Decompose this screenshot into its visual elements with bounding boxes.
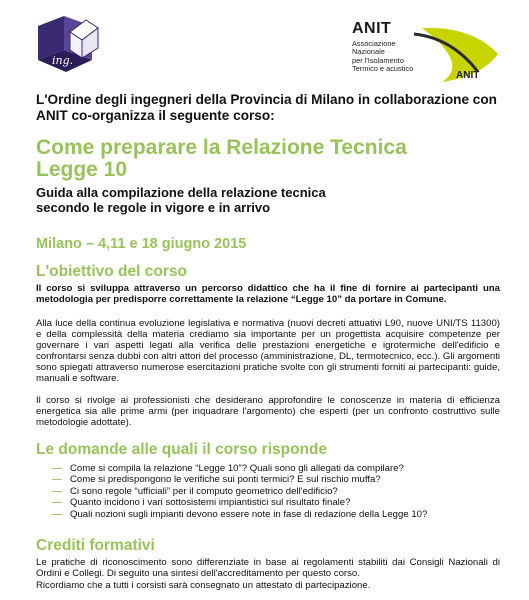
ordine-ingegneri-logo <box>30 12 100 84</box>
course-subtitle-line-1: Guida alla compilazione della relazione tecnica <box>36 185 326 200</box>
questions-list <box>52 463 502 520</box>
objective-paragraph-3: Il corso si rivolge ai professionisti che desiderano approfondire le conoscenze in materia di efficienza energetica sia alle prime armi (per inquadrare l'argomento) che esperti (per un confronto costruttivo sulle metodologie adottate). <box>36 395 500 428</box>
anit-mark-text: ANIT <box>456 70 480 81</box>
question-text: Come si compila la relazione “Legge 10”? Quali sono gli allegati da compilare? <box>70 463 404 474</box>
list-item <box>52 509 502 520</box>
course-subtitle-line-2: secondo le regole in vigore e in arrivo <box>36 200 271 215</box>
anit-line-3: per l'Isolamento <box>352 55 404 65</box>
course-dates: Milano – 4,11 e 18 giugno 2015 <box>36 236 247 252</box>
dash-bullet: — <box>52 485 62 497</box>
list-item <box>52 486 502 497</box>
list-item <box>52 497 502 508</box>
anit-line-1: Associazione <box>352 39 396 48</box>
course-title-line-2: Legge 10 <box>36 158 128 181</box>
list-item <box>52 474 502 485</box>
intro-text: L'Ordine degli ingegneri della Provincia di Milano in collaborazione con ANIT co-organizza il seguente corso: <box>36 92 497 123</box>
question-text: Quanto incidono i vari sottosistemi impiantistici sul risultato finale? <box>70 497 351 509</box>
question-text: Quali nozioni sugli impianti devono essere note in fase di redazione della Legge 10? <box>70 508 428 520</box>
dash-bullet: — <box>52 497 62 509</box>
objective-paragraph-2: Alla luce della continua evoluzione legislativa e normativa (nuovi decreti attuativi L90, nuove UNI/TS 11300) e della complessità della materia crediamo sia importante per un progettista acquisire competenze per governare i vari aspetti legati alla verifica delle prestazioni energetiche e igrotermiche dell'edificio e confrontarsi senza dubbi con altri attori del processo (amministrazione, DL, termotecnico, ecc.). Gli argomenti sono spiegati attraverso numerose esercitazioni pratiche svolte con gli strumenti forniti ai partecipanti: guide, manuali e software. <box>36 318 500 384</box>
anit-line-2: Nazionale <box>352 47 385 57</box>
question-text: Come si predispongono le verifiche sui ponti termici? E sul rischio muffa? <box>70 474 381 486</box>
ing-logo-text: ing. <box>52 54 74 67</box>
list-item <box>52 463 502 474</box>
anit-line-4: Termico e acustico <box>352 64 414 74</box>
anit-subtitle <box>352 40 413 74</box>
dash-bullet: — <box>52 474 62 486</box>
anit-title: ANIT <box>352 20 392 37</box>
question-text: Ci sono regole “ufficiali” per il computo geometrico dell'edificio? <box>70 485 338 497</box>
objective-heading: L'obiettivo del corso <box>36 263 187 280</box>
credits-heading: Crediti formativi <box>36 537 155 554</box>
course-title-line-1: Come preparare la Relazione Tecnica <box>36 136 407 159</box>
dash-bullet: — <box>52 508 62 520</box>
header <box>0 0 529 92</box>
objective-paragraph-1: Il corso si sviluppa attraverso un percorso didattico che ha il fine di fornire ai partecipanti una metodologia per predisporre correttamente la relazione “Legge 10” da portare in Comune. <box>36 283 500 305</box>
dash-bullet: — <box>52 463 62 474</box>
anit-logo-mark <box>412 24 504 84</box>
credits-paragraph-2: Ricordiamo che a tutti i corsisti sarà consegnato un attestato di partecipazione. <box>36 580 371 591</box>
course-subtitle <box>36 185 506 215</box>
course-title <box>36 137 506 181</box>
credits-paragraph-1: Le pratiche di riconoscimento sono differenziate in base ai regolamenti stabiliti dai Consigli Nazionali di Ordini e Collegi. Di seguito una sintesi dell'accreditamento per questo corso. <box>36 557 500 579</box>
questions-heading: Le domande alle quali il corso risponde <box>36 441 328 458</box>
